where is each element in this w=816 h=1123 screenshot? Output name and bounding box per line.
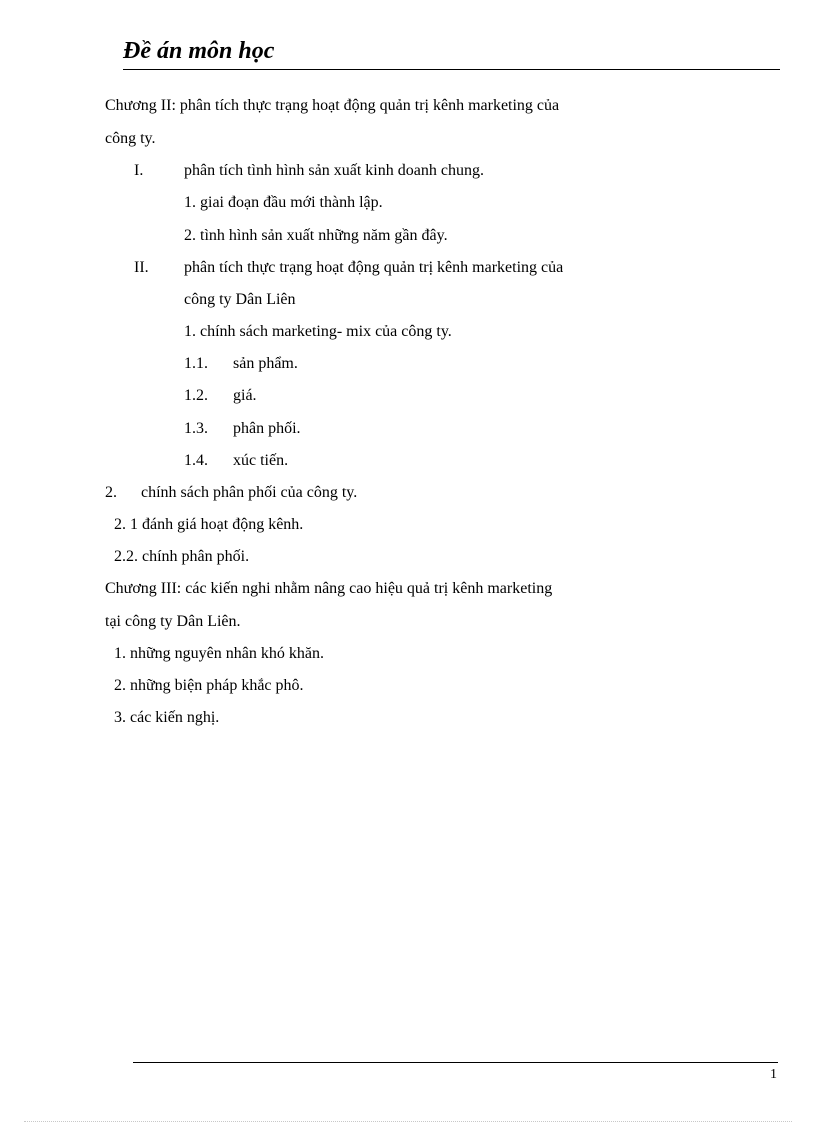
chapter-3-heading-line-1: Chương III: các kiến nghi nhằm nâng cao hiệu quả trị kênh marketing [105, 580, 553, 597]
subitem-1-2-text: giá. [233, 387, 257, 404]
subitem-1-3-text: phân phối. [233, 420, 301, 437]
chapter-3-heading-line-2: tại công ty Dân Liên. [105, 613, 241, 630]
section-1-item-1: 1. giai đoạn đầu mới thành lập. [184, 194, 383, 211]
section-1-number: I. [134, 162, 144, 179]
subitem-1-1-number: 1.1. [184, 355, 208, 372]
section-2-title-line-2: công ty Dân Liên [184, 291, 296, 308]
chapter-3-item-3: 3. các kiến nghị. [114, 709, 220, 726]
subitem-1-1-text: sản phẩm. [233, 355, 298, 372]
chapter-2-heading-line-1: Chương II: phân tích thực trạng hoạt động quản trị kênh marketing của [105, 97, 560, 114]
page-number: 1 [770, 1067, 777, 1082]
section-1-item-2: 2. tình hình sản xuất những năm gần đây. [184, 227, 448, 244]
footer-divider [133, 1062, 778, 1063]
point-2-text: chính sách phân phối của công ty. [141, 484, 358, 501]
chapter-2-heading-line-2: công ty. [105, 130, 156, 147]
subitem-1-2-number: 1.2. [184, 387, 208, 404]
subitem-1-3-number: 1.3. [184, 420, 208, 437]
point-2-2: 2.2. chính phân phối. [114, 548, 250, 565]
page-header-title: Đề án môn học [123, 38, 275, 64]
point-2-number: 2. [105, 484, 117, 501]
chapter-3-item-1: 1. những nguyên nhân khó khăn. [114, 645, 324, 662]
point-2-1: 2. 1 đánh giá hoạt động kênh. [114, 516, 304, 533]
section-2-title-line-1: phân tích thực trạng hoạt động quản trị kênh marketing của [184, 259, 564, 276]
subitem-1-4-number: 1.4. [184, 452, 208, 469]
section-2-item-1: 1. chính sách marketing- mix của công ty. [184, 323, 452, 340]
header-divider [123, 69, 780, 70]
section-1-title: phân tích tình hình sản xuất kinh doanh chung. [184, 162, 484, 179]
subitem-1-4-text: xúc tiến. [233, 452, 289, 469]
chapter-3-item-2: 2. những biện pháp khắc phô. [114, 677, 304, 694]
page-boundary [24, 1121, 792, 1122]
section-2-number: II. [134, 259, 149, 276]
